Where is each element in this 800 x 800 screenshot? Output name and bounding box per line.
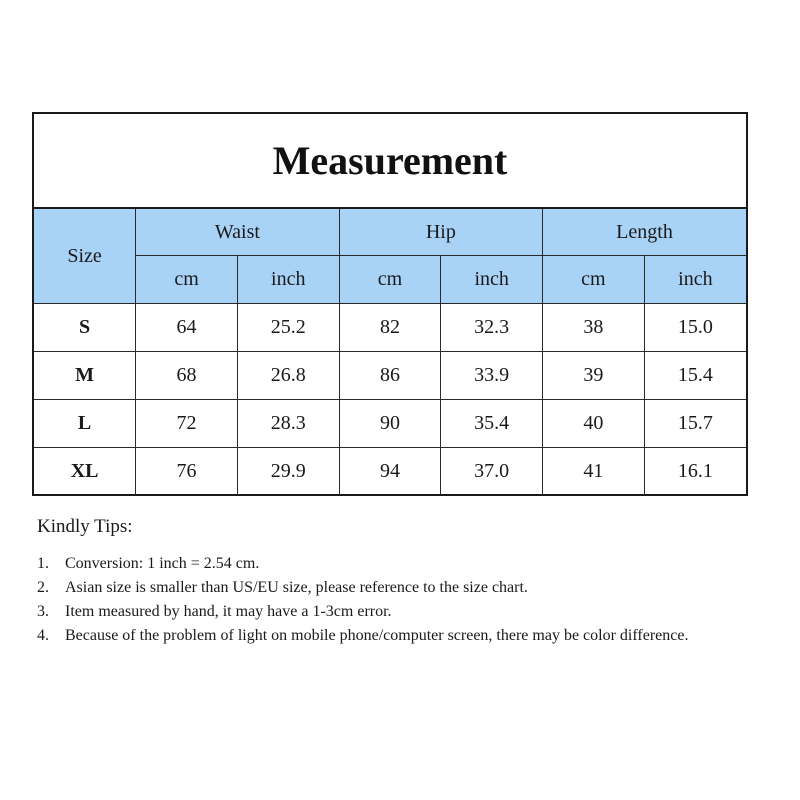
- tips-title: Kindly Tips:: [37, 516, 133, 537]
- list-item: [37, 624, 737, 648]
- list-item: [37, 576, 737, 600]
- table-cell: 33.9: [441, 352, 543, 400]
- table-cell: 40: [543, 400, 645, 448]
- table-row: [34, 304, 746, 352]
- list-number: 4.: [37, 627, 49, 644]
- unit-header: inch: [644, 256, 746, 304]
- table-cell: 15.0: [644, 304, 746, 352]
- table-cell: 37.0: [441, 448, 543, 496]
- kindly-tips: [37, 516, 737, 648]
- table-cell: 86: [339, 352, 441, 400]
- unit-header: inch: [441, 256, 543, 304]
- table-cell: 26.8: [237, 352, 339, 400]
- list-item: [37, 600, 737, 624]
- table-row: [34, 448, 746, 496]
- size-cell: S: [34, 304, 136, 352]
- table-cell: 29.9: [237, 448, 339, 496]
- table-cell: 76: [136, 448, 238, 496]
- table-cell: 25.2: [237, 304, 339, 352]
- unit-header: cm: [543, 256, 645, 304]
- size-cell: L: [34, 400, 136, 448]
- chart-title: Measurement: [34, 114, 746, 209]
- size-chart: [32, 112, 748, 496]
- list-text: Asian size is smaller than US/EU size, please reference to the size chart.: [65, 579, 528, 596]
- table-cell: 16.1: [644, 448, 746, 496]
- tips-list: [37, 552, 737, 648]
- list-text: Item measured by hand, it may have a 1-3cm error.: [65, 603, 392, 620]
- unit-header: inch: [237, 256, 339, 304]
- list-text: Because of the problem of light on mobile phone/computer screen, there may be color difference.: [65, 627, 689, 644]
- unit-header: cm: [136, 256, 238, 304]
- table-row: [34, 352, 746, 400]
- table-cell: 28.3: [237, 400, 339, 448]
- table-cell: 39: [543, 352, 645, 400]
- size-cell: M: [34, 352, 136, 400]
- table-cell: 82: [339, 304, 441, 352]
- table-cell: 32.3: [441, 304, 543, 352]
- table-cell: 68: [136, 352, 238, 400]
- list-number: 1.: [37, 555, 49, 572]
- size-cell: XL: [34, 448, 136, 496]
- table-cell: 35.4: [441, 400, 543, 448]
- table-row: [34, 400, 746, 448]
- table-cell: 15.4: [644, 352, 746, 400]
- list-number: 3.: [37, 603, 49, 620]
- unit-header: cm: [339, 256, 441, 304]
- list-text: Conversion: 1 inch = 2.54 cm.: [65, 555, 260, 572]
- table-cell: 41: [543, 448, 645, 496]
- list-item: [37, 552, 737, 576]
- group-header-waist: Waist: [136, 209, 339, 256]
- table-cell: 15.7: [644, 400, 746, 448]
- size-table: [34, 209, 746, 495]
- table-cell: 38: [543, 304, 645, 352]
- table-cell: 90: [339, 400, 441, 448]
- list-number: 2.: [37, 579, 49, 596]
- table-cell: 72: [136, 400, 238, 448]
- group-header-hip: Hip: [339, 209, 542, 256]
- table-cell: 94: [339, 448, 441, 496]
- table-cell: 64: [136, 304, 238, 352]
- size-header: Size: [34, 209, 136, 304]
- group-header-length: Length: [543, 209, 746, 256]
